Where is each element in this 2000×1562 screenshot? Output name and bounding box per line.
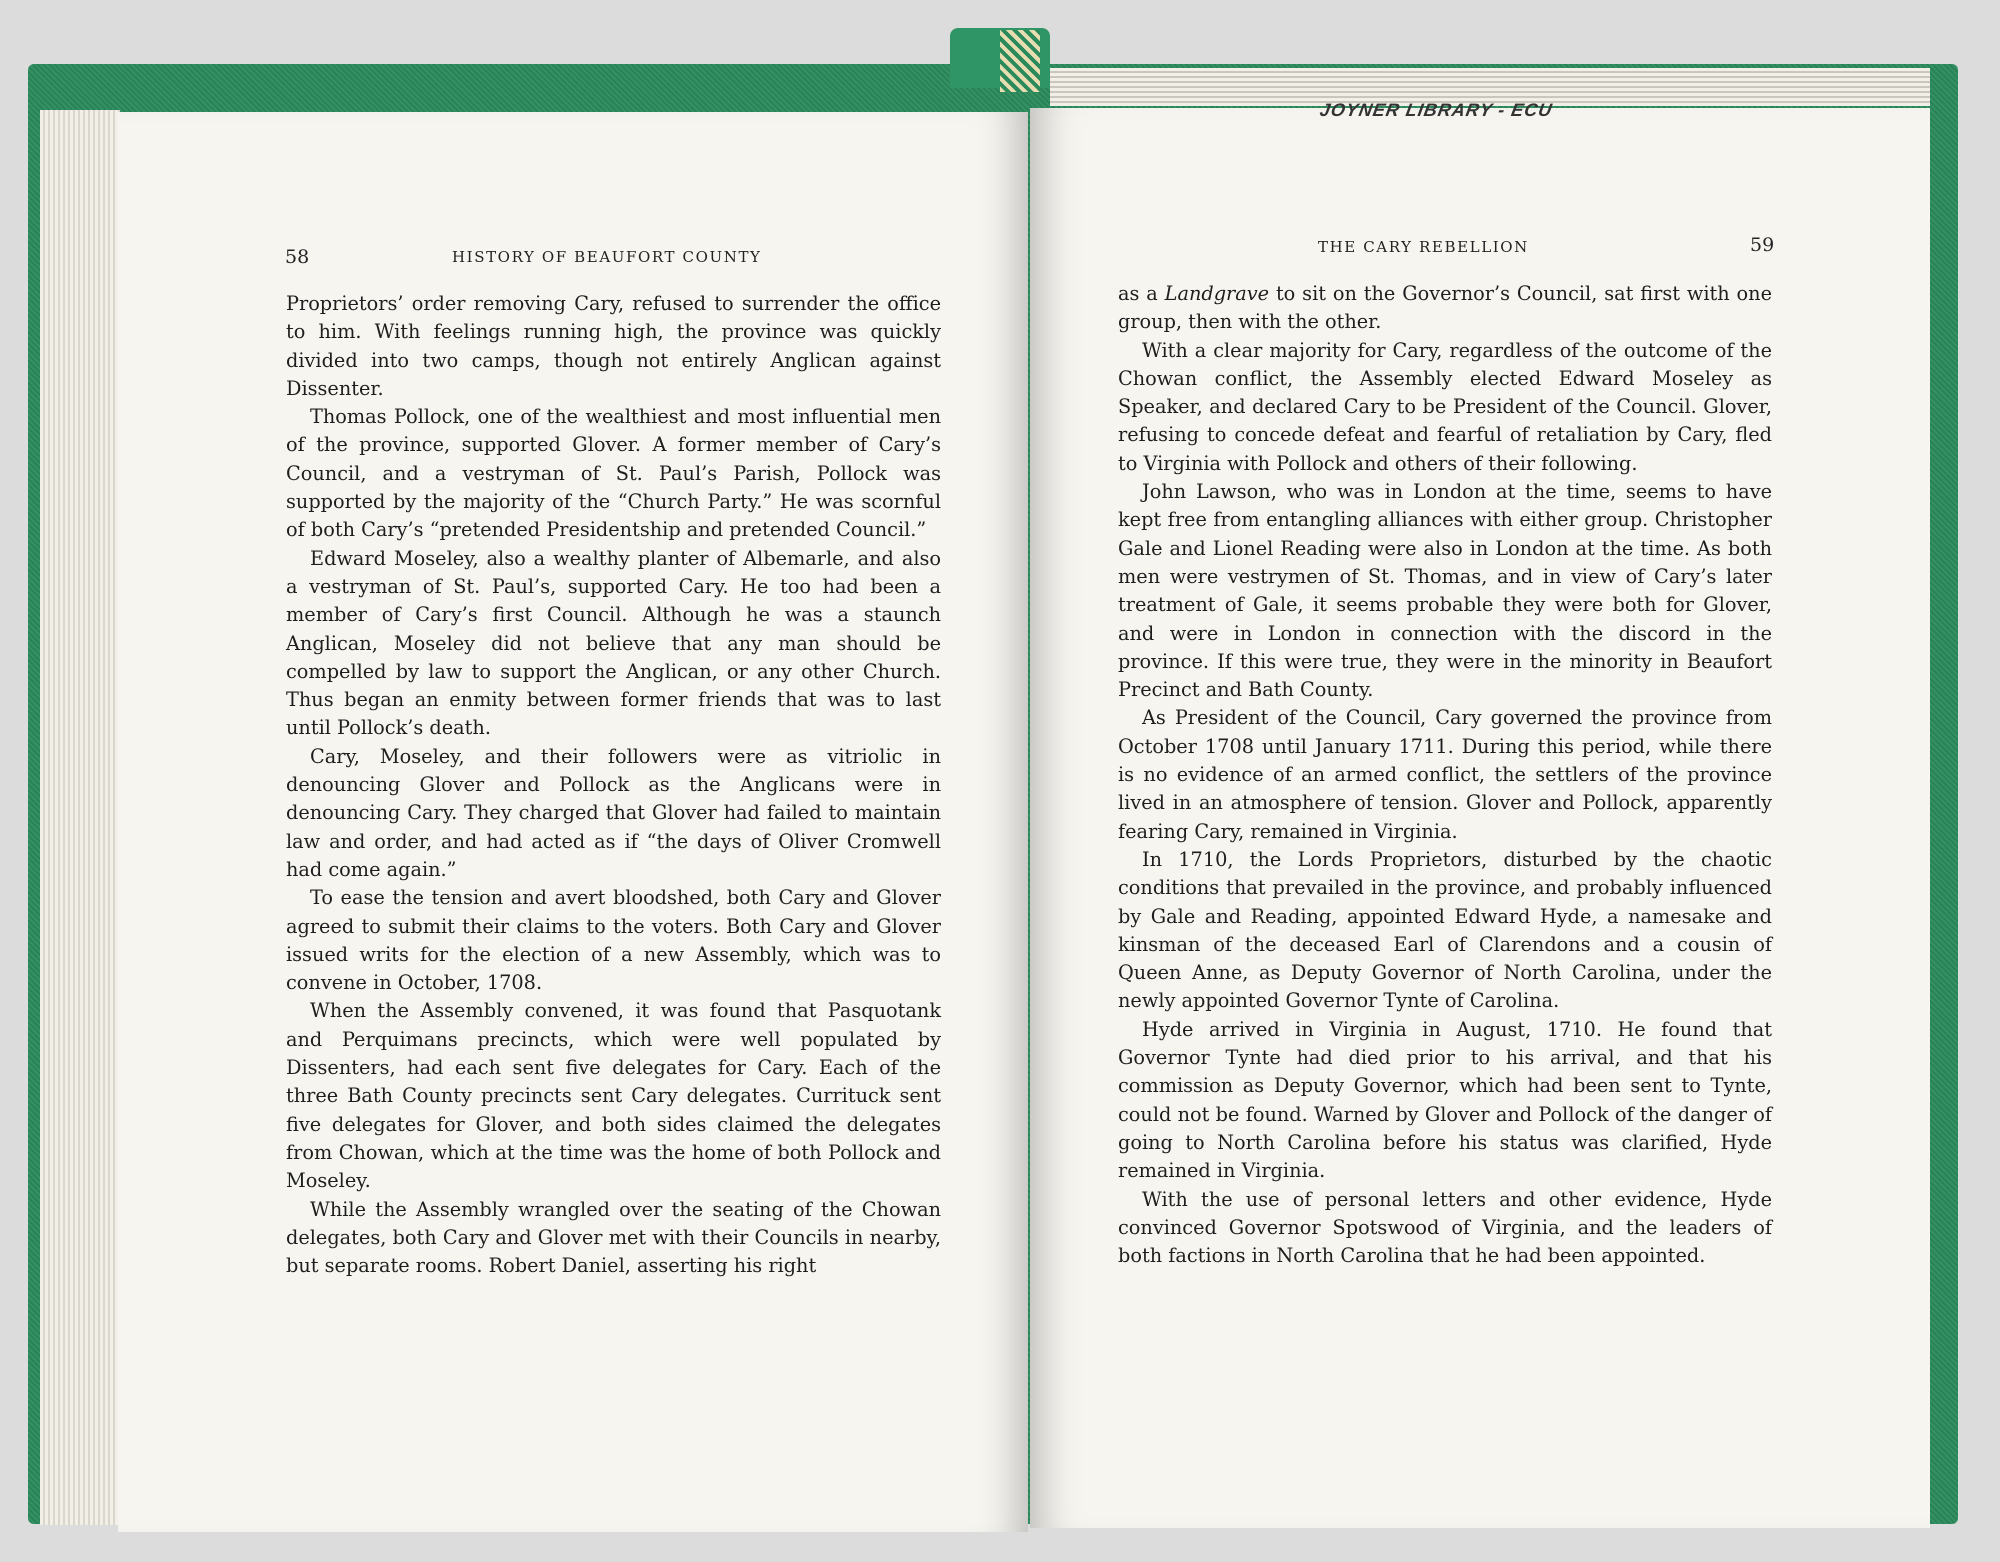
right-running-head: THE CARY REBELLION: [1318, 238, 1529, 256]
paragraph: With the use of personal letters and other evidence, Hyde convinced Governor Spotswood of Virginia, and the leaders of both factions in North Carolina that he had been appointed.: [1118, 1187, 1772, 1268]
left-page-text: [286, 290, 941, 1280]
paragraph: In 1710, the Lords Proprietors, disturbed by the chaotic conditions that prevailed in the province, and probably influenced by Gale and Reading, appointed Edward Hyde, a namesake and kinsman of the deceased Earl of Clarendons and a cousin of Queen Anne, as Deputy Governor of North Carolina, under the newly appointed Governor Tynte of Carolina.: [1118, 847, 1772, 1013]
paragraph: Edward Moseley, also a wealthy planter of Albemarle, and also a vestryman of St. Paul’s, supported Cary. He too had been a member of Cary’s first Council. Although he was a staunch Anglican, Moseley did not believe that any man should be compelled by law to support the Anglican, or any other Church. Thus began an enmity between former friends that was to last until Pollock’s death.: [286, 546, 941, 740]
paragraph: When the Assembly convened, it was found that Pasquotank and Perquimans precincts, which were well populated by Dissenters, had each sent five delegates for Cary. Each of the three Bath County precincts sent Cary delegates. Currituck sent five delegates for Glover, and both sides claimed the delegates from Chowan, which at the time was the home of both Pollock and Moseley.: [286, 999, 941, 1193]
left-page-number: 58: [285, 246, 310, 268]
headband: [1000, 30, 1040, 92]
paragraph: Hyde arrived in Virginia in August, 1710. He found that Governor Tynte had died prior to his arrival, and that his commission as Deputy Governor, which had been sent to Tynte, could not be found. Warned by Glover and Pollock of the danger of going to North Carolina before his status was clarified, Hyde remained in Virginia.: [1118, 1017, 1772, 1183]
paragraph-text: as a: [1118, 282, 1165, 305]
paragraph: Proprietors’ order removing Cary, refused to surrender the office to him. With feelings running high, the province was quickly divided into two camps, though not entirely Anglican against Dissenter.: [286, 292, 941, 400]
page-edges-left: [40, 110, 120, 1525]
right-page-number: 59: [1750, 234, 1775, 256]
paragraph: While the Assembly wrangled over the seating of the Chowan delegates, both Cary and Glover met with their Councils in nearby, but separate rooms. Robert Daniel, asserting his right: [286, 1197, 941, 1278]
paragraph: Thomas Pollock, one of the wealthiest and most influential men of the province, supported Glover. A former member of Cary’s Council, and a vestryman of St. Paul’s Parish, Pollock was supported by the majority of the “Church Party.” He was scornful of both Cary’s “pretended Presidentship and pretended Council.”: [286, 405, 941, 542]
paragraph: [1118, 280, 1772, 337]
library-stamp: JOYNER LIBRARY - ECU: [1318, 100, 1555, 120]
italic-term: Landgrave: [1164, 282, 1270, 305]
paragraph: With a clear majority for Cary, regardless of the outcome of the Chowan conflict, the Assembly elected Edward Moseley as Speaker, and declared Cary to be President of the Council. Glover, refusing to concede defeat and fearful of retaliation by Cary, fled to Virginia with Pollock and others of their following.: [1118, 338, 1772, 475]
paragraph: Cary, Moseley, and their followers were as vitriolic in denouncing Glover and Pollock as the Anglicans were in denouncing Cary. They charged that Glover had failed to maintain law and order, and had acted as if “the days of Oliver Cromwell had come again.”: [286, 744, 941, 881]
right-page-text: [1118, 280, 1772, 1270]
paragraph: John Lawson, who was in London at the time, seems to have kept free from entangling alliances with either group. Christopher Gale and Lionel Reading were also in London at the time. As both men were vestrymen of St. Thomas, and in view of Cary’s later treatment of Gale, it seems probable they were both for Glover, and were in London in connection with the discord in the province. If this were true, they were in the minority in Beaufort Precinct and Bath County.: [1118, 480, 1772, 702]
paragraph-text: to sit on the Governor’s Council, sat first with one group, then with the other.: [1118, 282, 1772, 334]
left-running-head: HISTORY OF BEAUFORT COUNTY: [452, 248, 762, 266]
paragraph: To ease the tension and avert bloodshed, both Cary and Glover agreed to submit their claims to the voters. Both Cary and Glover issued writs for the election of a new Assembly, which was to convene in October, 1708.: [286, 886, 941, 995]
paragraph: As President of the Council, Cary governed the province from October 1708 until January 1711. During this period, while there is no evidence of an armed conflict, the settlers of the province lived in an atmosphere of tension. Glover and Pollock, apparently fearing Cary, remained in Virginia.: [1118, 706, 1772, 843]
